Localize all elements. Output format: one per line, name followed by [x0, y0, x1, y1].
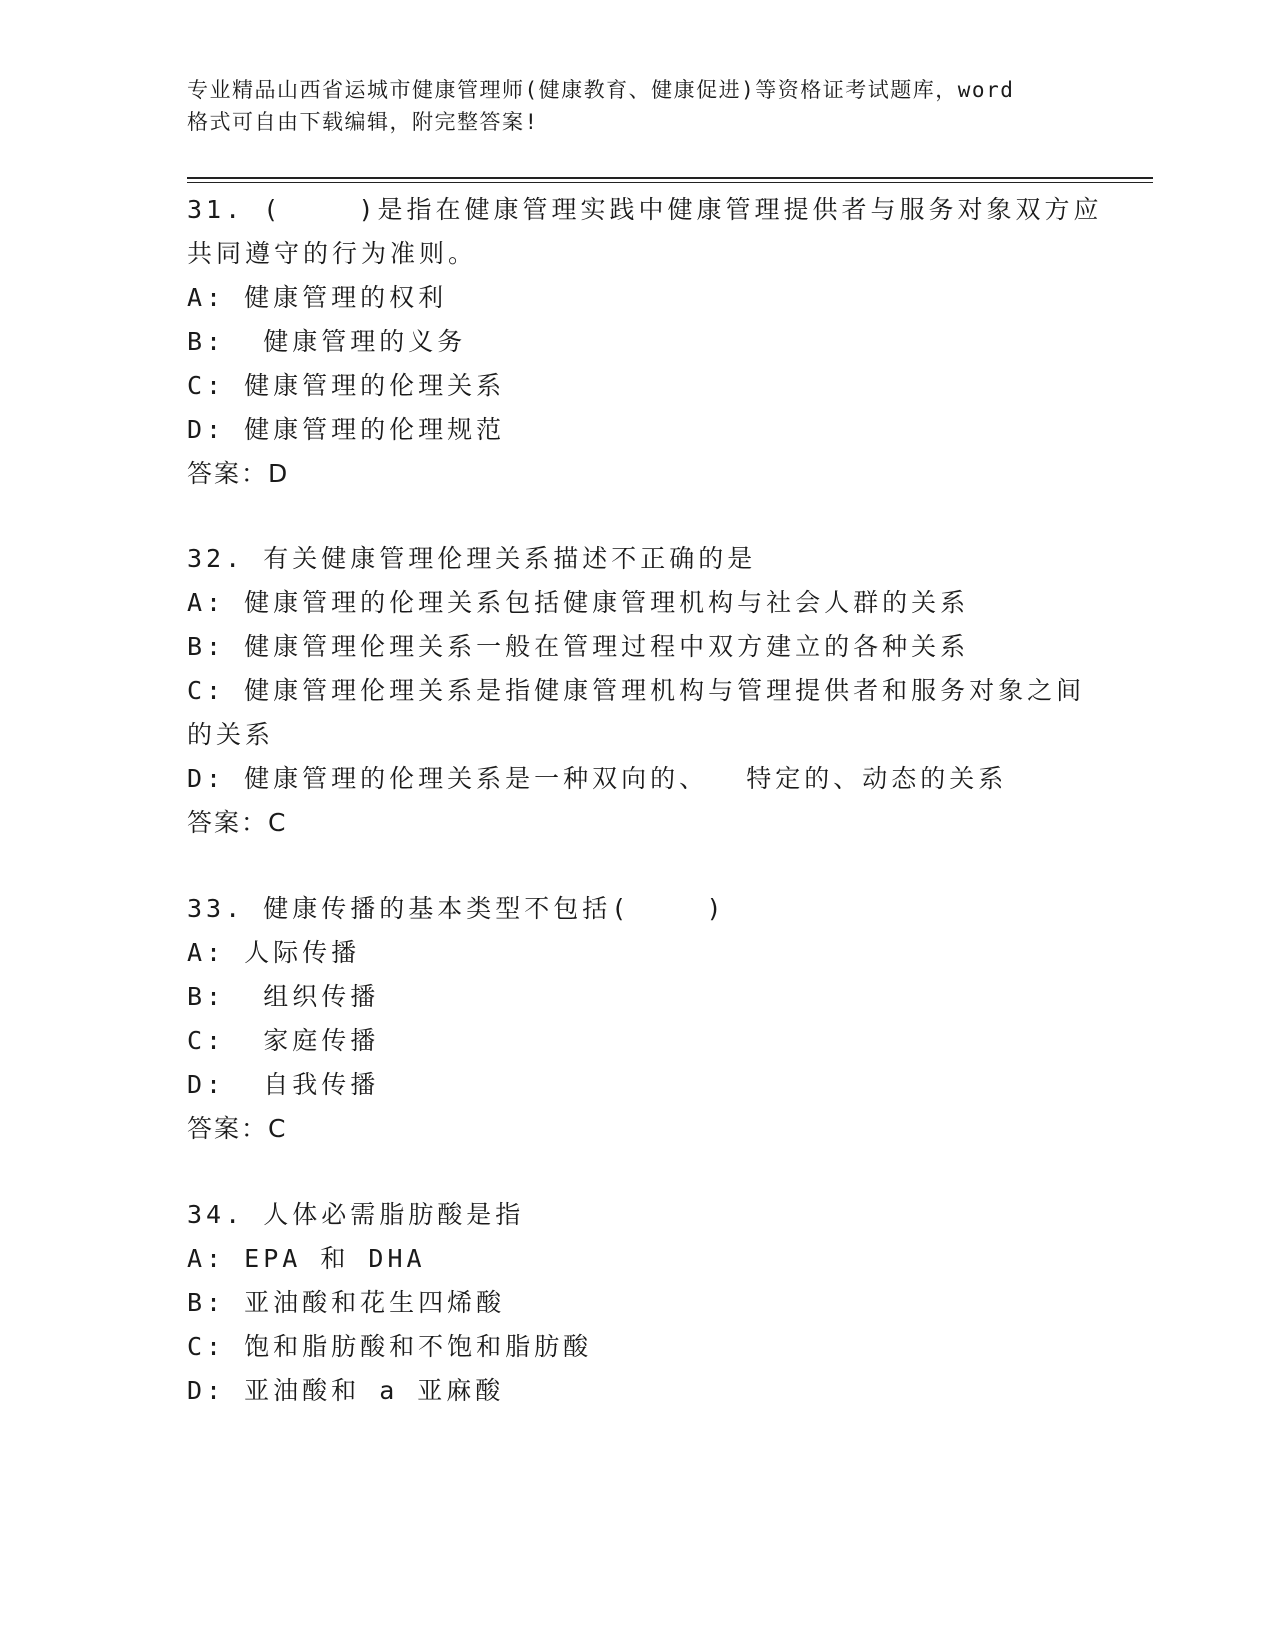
- question-33-option-b: B: 组织传播: [187, 982, 380, 1011]
- document-header: [187, 74, 1087, 138]
- question-34-option-b: B: 亚油酸和花生四烯酸: [187, 1288, 506, 1317]
- question-33-option-c: C: 家庭传播: [187, 1026, 380, 1055]
- question-32-stem-line-1: 32. 有关健康管理伦理关系描述不正确的是: [187, 544, 757, 573]
- question-32-option-b: B: 健康管理伦理关系一般在管理过程中双方建立的各种关系: [187, 632, 970, 661]
- question-31-option-a: A: 健康管理的权利: [187, 283, 448, 312]
- question-31-stem-line-1: 31. ( )是指在健康管理实践中健康管理提供者与服务对象双方应: [187, 195, 1103, 224]
- question-33-option-a: A: 人际传播: [187, 938, 361, 967]
- question-32-answer: 答案：C: [187, 808, 288, 837]
- question-33-option-d: D: 自我传播: [187, 1070, 380, 1099]
- question-33-stem-line-1: 33. 健康传播的基本类型不包括( ): [187, 894, 726, 923]
- question-34-option-c: C: 饱和脂肪酸和不饱和脂肪酸: [187, 1332, 593, 1361]
- question-32-option-a: A: 健康管理的伦理关系包括健康管理机构与社会人群的关系: [187, 588, 970, 617]
- question-31-option-b: B: 健康管理的义务: [187, 327, 467, 356]
- question-32-option-c: C: 健康管理伦理关系是指健康管理机构与管理提供者和服务对象之间: [187, 676, 1086, 705]
- question-31-option-c: C: 健康管理的伦理关系: [187, 371, 506, 400]
- header-divider-thin: [187, 182, 1153, 183]
- question-34-stem-line-1: 34. 人体必需脂肪酸是指: [187, 1200, 525, 1229]
- header-divider-thick: [187, 177, 1153, 179]
- question-31-stem-line-2: 共同遵守的行为准则。: [187, 239, 478, 268]
- question-32-option-d: D: 健康管理的伦理关系是一种双向的、 特定的、动态的关系: [187, 764, 1008, 793]
- header-line-1: 专业精品山西省运城市健康管理师(健康教育、健康促进)等资格证考试题库，word: [187, 78, 1015, 102]
- question-34-option-a: A: EPA 和 DHA: [187, 1244, 426, 1273]
- question-34-option-d: D: 亚油酸和 a 亚麻酸: [187, 1376, 505, 1405]
- question-33-answer: 答案：C: [187, 1114, 288, 1143]
- question-32-option-c-cont: 的关系: [187, 720, 275, 749]
- question-31-answer: 答案：D: [187, 459, 290, 488]
- question-31-option-d: D: 健康管理的伦理规范: [187, 415, 506, 444]
- header-line-2: 格式可自由下载编辑，附完整答案!: [187, 110, 539, 134]
